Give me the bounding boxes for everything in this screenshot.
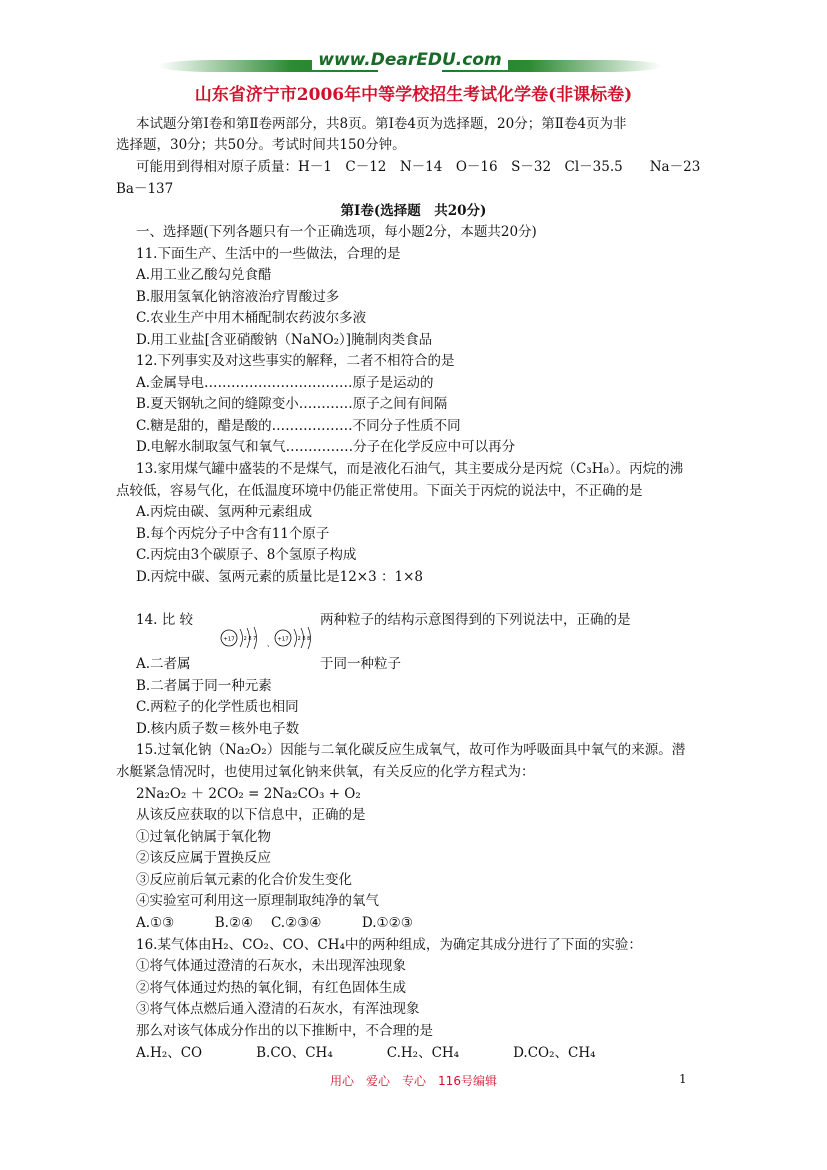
q15-item: ①过氧化钠属于氧化物	[136, 829, 271, 845]
q14-option: B.二者属于同一种元素	[136, 678, 272, 694]
q13-stem: 13.家用煤气罐中盛装的不是煤气，而是液化石油气，其主要成分是丙烷（C₃H₈）。丙烷的沸	[136, 461, 684, 477]
q16-choices: A.H₂、CO B.CO、CH₄ C.H₂、CH₄ D.CO₂、CH₄	[136, 1045, 596, 1061]
q15-item: ③反应前后氧元素的化合价发生变化	[136, 872, 352, 888]
atom2-nucleus: +17	[277, 636, 289, 643]
atom-diagram-1	[221, 627, 257, 649]
exam-title: 山东省济宁市2006年中等学校招生考试化学卷(非课标卷)	[194, 85, 633, 105]
q13-stem: 点较低，容易气化，在低温度环境中仍能正常使用。下面关于丙烷的说法中，不正确的是	[116, 483, 643, 499]
q15-stem: 从该反应获取的以下信息中，正确的是	[136, 807, 366, 823]
q13-option: B.每个丙烷分子中含有11个原子	[136, 526, 330, 542]
atom-diagram-2	[275, 627, 311, 649]
page-number: 1	[679, 1072, 687, 1086]
site-url[interactable]: www.DearEDU.com	[312, 50, 507, 70]
q11-option: C.农业生产中用木桶配制农药波尔多液	[136, 310, 367, 326]
q15-equation: 2Na₂O₂ ＋ 2CO₂ = 2Na₂CO₃ + O₂	[136, 786, 361, 802]
intro-line: Ba－137	[116, 181, 174, 197]
q16-stem: 那么对该气体成分作出的以下推断中，不合理的是	[136, 1023, 433, 1039]
site-header	[150, 50, 670, 76]
q14-stem-b: 两种粒子的结构示意图得到的下列说法中，正确的是	[320, 612, 631, 628]
q13-option: D.丙烷中碳、氢两元素的质量比是12×3 ：1×8	[136, 569, 423, 585]
part-intro: 一、选择题(下列各题只有一个正确选项，每小题2分，本题共20分)	[136, 224, 537, 240]
q11-option: A.用工业乙酸勾兑食醋	[136, 267, 272, 283]
q12-option: A.金属导电……………………………原子是运动的	[136, 375, 434, 391]
atom-structure-diagrams	[220, 622, 320, 650]
q13-option: A.丙烷由碳、氢两种元素组成	[136, 504, 313, 520]
atom1-shells: 2 8 7	[243, 636, 257, 642]
q11-stem: 11.下面生产、生活中的一些做法，合理的是	[136, 246, 401, 262]
q15-item: ②该反应属于置换反应	[136, 850, 271, 866]
footer-text: 用心 爱心 专心 116号编辑	[330, 1074, 497, 1088]
q15-stem: 15.过氧化钠（Na₂O₂）因能与二氧化碳反应生成氧气，故可作为呼吸面具中氧气的来源。潜	[136, 742, 686, 758]
q16-item: ①将气体通过澄清的石灰水，未出现浑浊现象	[136, 958, 406, 974]
q15-stem: 水艇紧急情况时，也使用过氧化钠来供氧，有关反应的化学方程式为：	[116, 764, 535, 780]
atom1-nucleus: +17	[223, 636, 235, 643]
q16-item: ③将气体点燃后通入澄清的石灰水，有浑浊现象	[136, 1001, 420, 1017]
q16-stem: 16.某气体由H₂、CO₂、CO、CH₄中的两种组成，为确定其成分进行了下面的实验：	[136, 937, 642, 953]
section-title: 第Ⅰ卷(选择题 共20分)	[340, 203, 487, 219]
svg-text:、: 、	[267, 640, 274, 648]
q14-option: C.两粒子的化学性质也相同	[136, 699, 299, 715]
atom2-shells: 2 8 8	[297, 636, 311, 642]
q11-option: D.用工业盐[含亚硝酸钠（NaNO₂）]腌制肉类食品	[136, 332, 433, 348]
q12-option: B.夏天钢轨之间的缝隙变小…………原子之间有间隔	[136, 396, 448, 412]
intro-line: 选择题，30分；共50分。考试时间共150分钟。	[116, 137, 406, 153]
q11-option: B.服用氢氧化钠溶液治疗胃酸过多	[136, 289, 340, 305]
q15-choices: A.①③ B.②④ C.②③④ D.①②③	[136, 915, 413, 931]
q14-option-a-cont: 于同一种粒子	[320, 656, 401, 672]
q12-option: C.糖是甜的，醋是酸的………………不同分子性质不同	[136, 418, 461, 434]
q13-option: C.丙烷由3个碳原子、8个氢原子构成	[136, 547, 357, 563]
q16-item: ②将气体通过灼热的氧化铜，有红色固体生成	[136, 980, 406, 996]
q12-option: D.电解水制取氢气和氧气……………分子在化学反应中可以再分	[136, 439, 516, 455]
q14-option-a: A.二者属	[136, 656, 191, 672]
q14-stem-a: 14. 比 较	[136, 612, 194, 628]
intro-line: 本试题分第Ⅰ卷和第Ⅱ卷两部分，共8页。第Ⅰ卷4页为选择题，20分；第Ⅱ卷4页为非	[136, 116, 627, 132]
q15-item: ④实验室可利用这一原理制取纯净的氧气	[136, 893, 379, 909]
q12-stem: 12.下列事实及对这些事实的解释，二者不相符合的是	[136, 353, 455, 369]
intro-line: 可能用到得相对原子质量：H－1 C－12 N－14 O－16 S－32 Cl－35.5 Na－23	[136, 159, 701, 175]
q14-option: D.核内质子数＝核外电子数	[136, 721, 300, 737]
